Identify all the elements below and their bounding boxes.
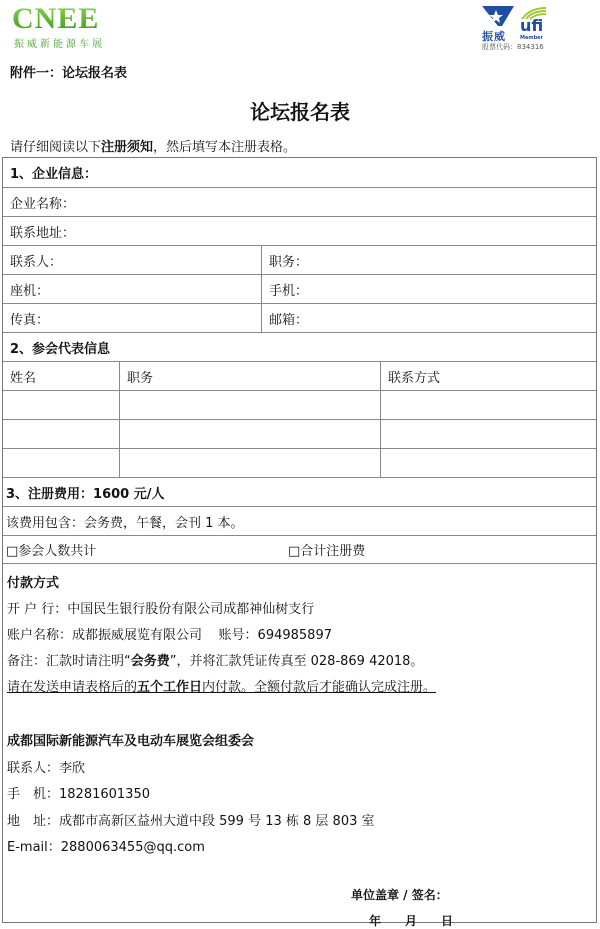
column-position: 职务 (119, 362, 380, 390)
company-name-field[interactable]: 企业名称： (10, 196, 76, 212)
landline-field[interactable]: 座机： (10, 283, 50, 299)
organizer-email[interactable]: E-mail：2880063455@qq.com (7, 840, 205, 855)
delegate-name-cell[interactable] (3, 420, 119, 448)
zhenwei-star-icon (482, 6, 514, 26)
partner-logos (478, 4, 598, 54)
section3-header (3, 478, 596, 507)
section3-title: 3、注册费用：1600 元/人 (6, 486, 165, 502)
address-field[interactable]: 联系地址： (10, 225, 76, 241)
note-before: 备注：汇款时请注明“ (7, 654, 131, 669)
cnee-logo-subtitle: 振威新能源车展 (14, 39, 105, 50)
bank-info: 开 户 行：中国民生银行股份有限公司成都神仙树支行 (7, 602, 315, 617)
delegate-contact-cell[interactable] (380, 391, 596, 419)
fax-field[interactable]: 传真： (10, 312, 50, 328)
section2-header (3, 333, 596, 362)
deadline-bold: 五个工作日 (137, 680, 203, 695)
intro-before: 请仔细阅读以下 (10, 140, 102, 155)
attachment-label: 附件一：论坛报名表 (10, 66, 128, 81)
payment-deadline (7, 676, 436, 695)
organizer-contact: 联系人：李欣 (7, 761, 86, 776)
delegate-position-cell[interactable] (119, 391, 380, 419)
account-name: 账户名称：成都振威展览有限公司 (7, 628, 203, 643)
intro-bold: 注册须知 (101, 140, 154, 155)
delegate-position-cell[interactable] (119, 420, 380, 448)
deadline-after: 内付款。全额付款后才能确认完成注册。 (202, 680, 437, 695)
address-row[interactable] (3, 217, 596, 246)
zhenwei-logo-text: 振威 (482, 30, 506, 43)
account-number: 账号：694985897 (218, 628, 332, 643)
organizer-phone: 手 机：18281601350 (7, 787, 150, 802)
fee-includes-text: 该费用包含：会务费，午餐，会刊 1 本。 (6, 515, 244, 531)
position-field[interactable]: 职务： (261, 246, 596, 274)
column-contact: 联系方式 (380, 362, 596, 390)
delegate-name-cell[interactable] (3, 391, 119, 419)
deadline-before: 请在发送申请表格后的 (7, 680, 138, 695)
payment-title: 付款方式 (7, 576, 60, 591)
payment-note (7, 650, 423, 669)
fee-count-row (3, 536, 596, 564)
email-field[interactable]: 邮箱： (261, 304, 596, 332)
company-name-row[interactable] (3, 188, 596, 217)
delegate-row (3, 449, 596, 478)
delegate-contact-cell[interactable] (380, 420, 596, 448)
mobile-field[interactable]: 手机： (261, 275, 596, 303)
account-info (7, 624, 332, 643)
section1-title: 1、企业信息： (10, 167, 98, 182)
cnee-logo-text: CNEE (12, 4, 105, 34)
fee-includes-row (3, 507, 596, 536)
registration-form (2, 157, 597, 928)
ufi-logo-text: ufi (520, 16, 544, 35)
phone-row (3, 275, 596, 304)
signature-label: 单位盖章 / 签名： (351, 888, 448, 902)
organizer-name: 成都国际新能源汽车及电动车展览会组委会 (7, 734, 255, 749)
delegate-name-cell[interactable] (3, 449, 119, 477)
organizer-address: 地 址：成都市高新区益州大道中段 599 号 13 栋 8 层 803 室 (7, 814, 375, 829)
column-name: 姓名 (10, 370, 37, 386)
signature-date: 年 月 日 (369, 914, 454, 928)
cnee-logo (12, 4, 105, 50)
page-title: 论坛报名表 (250, 100, 350, 124)
delegate-position-cell[interactable] (119, 449, 380, 477)
contact-person-field[interactable]: 联系人： (10, 254, 63, 270)
contact-row (3, 246, 596, 275)
note-after: ”，并将汇款凭证传真至 028-869 42018。 (169, 654, 424, 669)
ufi-member-text: Member (520, 35, 544, 41)
stock-code: 股票代码：834316 (482, 43, 544, 51)
attendee-count-field[interactable]: □参会人数共计 (6, 544, 97, 559)
intro-after: ，然后填写本注册表格。 (153, 140, 297, 155)
total-fee-field[interactable]: □合计注册费 (288, 544, 366, 559)
intro-text (10, 136, 296, 155)
delegate-row (3, 420, 596, 449)
section1-header (3, 158, 596, 188)
note-bold: 会务费 (130, 654, 170, 669)
delegate-contact-cell[interactable] (380, 449, 596, 477)
delegate-row (3, 391, 596, 420)
delegate-header-row (3, 362, 596, 391)
fax-row (3, 304, 596, 333)
section2-title: 2、参会代表信息 (10, 341, 111, 357)
